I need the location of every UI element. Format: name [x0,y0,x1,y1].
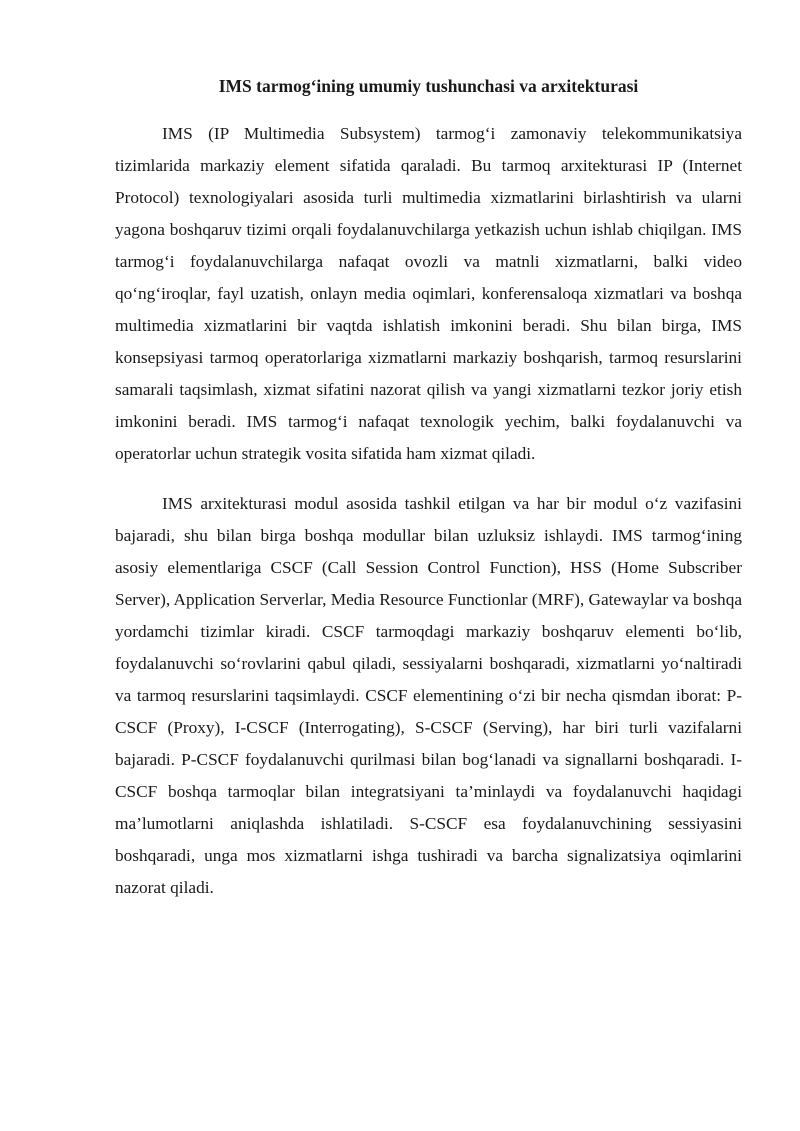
paragraph-ims-architecture: IMS arxitekturasi modul asosida tashkil etilgan va har bir modul o‘z vazifasini bajaradi, shu bilan birga boshqa modullar bilan uzluksiz ishlaydi. IMS tarmog‘ining asosiy elementlariga CSCF (Call Session Control Function), HSS (Home Subscriber Server), Application Serverlar, Media Resource Functionlar (MRF), Gatewaylar va boshqa yordamchi tizimlar kiradi. CSCF tarmoqdagi markaziy boshqaruv elementi bo‘lib, foydalanuvchi so‘rovlarini qabul qiladi, sessiyalarni boshqaradi, xizmatlarni yo‘naltiradi va tarmoq resurslarini taqsimlaydi. CSCF elementining o‘zi bir necha qismdan iborat: P-CSCF (Proxy), I-CSCF (Interrogating), S-CSCF (Serving), har biri turli vazifalarni bajaradi. P-CSCF foydalanuvchi qurilmasi bilan bog‘lanadi va signallarni boshqaradi. I-CSCF boshqa tarmoqlar bilan integratsiyani ta’minlaydi va foydalanuvchi haqidagi ma’lumotlarni aniqlashda ishlatiladi. S-CSCF esa foydalanuvchining sessiyasini boshqaradi, unga mos xizmatlarni ishga tushiradi va barcha signalizatsiya oqimlarini nazorat qiladi. [115,494,743,897]
document-page [115,70,742,922]
document-title: IMS tarmog‘ining umumiy tushunchasi va arxitekturasi [218,76,639,96]
paragraph-ims-overview: IMS (IP Multimedia Subsystem) tarmog‘i zamonaviy telekommunikatsiya tizimlarida markaziy element sifatida qaraladi. Bu tarmoq arxitekturasi IP (Internet Protocol) texnologiyalari asosida turli multimedia xizmatlarini birlashtirish va ularni yagona boshqaruv tizimi orqali foydalanuvchilarga yetkazish uchun ishlab chiqilgan. IMS tarmog‘i foydalanuvchilarga nafaqat ovozli va matnli xizmatlarni, balki video qo‘ng‘iroqlar, fayl uzatish, onlayn media oqimlari, konferensaloqa xizmatlari va boshqa multimedia xizmatlarini bir vaqtda ishlatish imkonini beradi. Shu bilan birga, IMS konsepsiyasi tarmoq operatorlariga xizmatlarni markaziy boshqarish, tarmoq resurslarini samarali taqsimlash, xizmat sifatini nazorat qilish va yangi xizmatlarni tezkor joriy etish imkonini beradi. IMS tarmog‘i nafaqat texnologik yechim, balki foydalanuvchi va operatorlar uchun strategik vosita sifatida ham xizmat qiladi. [115,124,742,463]
